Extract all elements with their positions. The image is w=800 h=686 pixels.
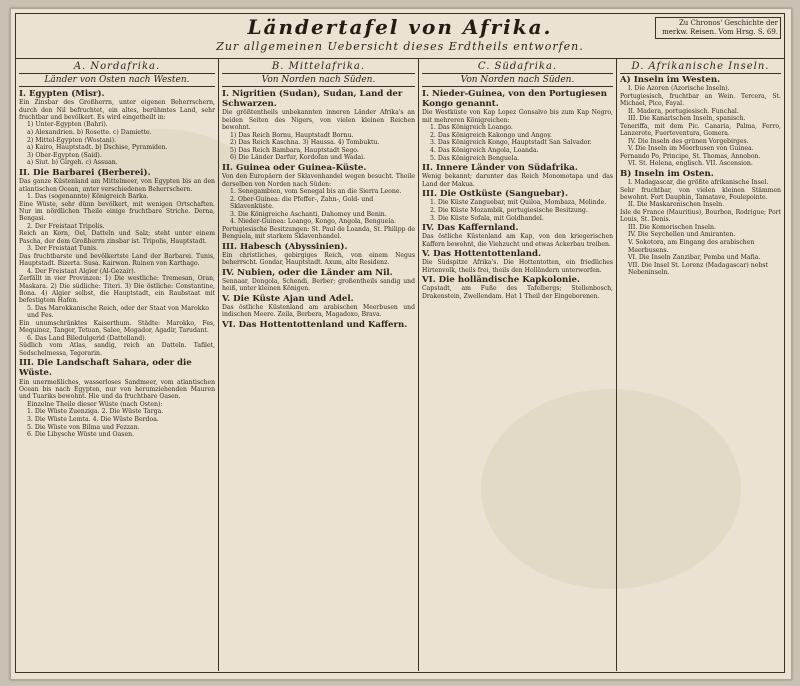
page-header xyxy=(16,14,784,59)
page-title: Ländertafel von Afrika. xyxy=(247,15,553,39)
column-subheading: Von Norden nach Süden. xyxy=(222,74,415,87)
list-item: VI. St. Helena, englisch. VII. Ascension. xyxy=(628,160,753,168)
list-item: 1. Senegambien, vom Senegal bis an die Sierra Leone. xyxy=(230,188,402,196)
column-islands xyxy=(617,59,784,671)
paragraph: Portugiesische Besitzungen: St. Paul de Loanda, St. Philipp de Benguela, mit starkem Sklavenhandel. xyxy=(222,225,415,241)
list-item: VI. Die Inseln Zanzibar, Pemba und Mafia. xyxy=(628,254,761,262)
section-heading: II. Innere Länder von Südafrika. xyxy=(422,163,578,174)
paragraph: Das östliche Küstenland am Kap, von den kriegerischen Kaffern bewohnt, die Viehzucht und etwas Ackerbau treiben. xyxy=(422,233,613,248)
list-item: I. Madagascar, die größte afrikanische Insel. xyxy=(628,179,769,186)
section-heading: IV. Nubien, oder die Länder am Nil. xyxy=(222,267,393,278)
list-item: 3. Die Königreiche Aschanti, Dahomey und Benin. xyxy=(230,210,387,218)
list-item: 5. Die Wüste von Bilma und Fezzan. xyxy=(27,423,140,431)
list-item: 2) Mittel-Egypten (Wostani). xyxy=(27,136,117,144)
column-heading: D. Afrikanische Inseln. xyxy=(620,59,781,74)
paragraph: Südlich vom Atlas, sandig, reich an Datteln. Tafilet, Sedschelmessa, Tegorarin. xyxy=(19,342,215,357)
list-item: V. Sokotora, am Eingang des arabischen Meerbusens. xyxy=(628,239,755,254)
column-body xyxy=(620,75,781,277)
list-item: 3. Das Königreich Kongo, Hauptstadt San Salvador. xyxy=(430,139,592,147)
list-item: IV. Die Seychellen und Amiranten. xyxy=(628,231,736,239)
list-item: 2. Der Freistaat Tripolis. xyxy=(27,222,105,230)
paragraph: Die Südspitze Afrika's. Die Hottentotten, ein friedliches Hirtenvolk, theils frei, theils den Holländern unterworfen. xyxy=(422,259,613,274)
paragraph: Das ganze Küstenland am Mittelmeer, von Egypten bis an den atlantischen Ocean, unter verschiedenen Beherrschern. xyxy=(19,178,215,193)
list-item: 3) Ober-Egypten (Said). xyxy=(27,151,102,159)
paragraph: Sehr fruchtbar, von vielen kleinen Stämmen bewohnt. Fort Dauphin, Tamatave, Foulepointe. xyxy=(620,186,781,201)
paragraph: Reich an Korn, Oel, Datteln und Salz; steht unter einem Pascha, der dem Großherrn zinsbar ist. Tripolis, Hauptstadt. xyxy=(19,230,215,245)
section-heading: V. Das Hottentottenland. xyxy=(422,249,541,260)
list-item: II. Die Maskarenischen Inseln. xyxy=(628,201,725,209)
paragraph: Ein unumschränktes Kaiserthum. Städte: Marokko, Fes, Mequinez, Tanger, Tetuan, Salee, Mogador, Agadir, Tarudant. xyxy=(19,320,215,335)
list-item: III. Die Komorischen Inseln. xyxy=(628,223,716,231)
section-heading: III. Die Landschaft Sahara, oder die Wüste. xyxy=(19,358,192,379)
paragraph: Capstadt, am Fuße des Tafelbergs; Stellenbosch, Drakenstein, Zwellendam. Hat 1 Theil der Eingeborenen. xyxy=(422,285,613,300)
list-item: 6. Das Land Biledulgerid (Dattelland). xyxy=(27,334,147,342)
paragraph: Das östliche Küstenland am arabischen Meerbusen und indischen Meere. Zeila, Berbera, Magadoxo, Brava. xyxy=(222,304,415,319)
section-heading: II. Die Barbarei (Berberei). xyxy=(19,167,151,178)
section-heading: B) Inseln im Osten. xyxy=(620,168,714,179)
list-item: IV. Die Inseln des grünen Vorgebirges. xyxy=(628,137,749,145)
list-item: a) Alexandrien. b) Rosette. c) Damiette. xyxy=(27,129,152,137)
list-item: 3. Die Küste Sofala, mit Goldhandel. xyxy=(430,214,544,222)
section-heading: IV. Das Kaffernland. xyxy=(422,223,519,234)
paragraph: Fernando Po, Principe, St. Thomas, Annobon. xyxy=(620,152,761,160)
list-item: 1) Unter-Egypten (Bahri). xyxy=(27,121,108,129)
list-item: 5) Das Reich Bambara, Hauptstadt Sego. xyxy=(230,146,359,154)
list-item: 1) Das Reich Bornu, Hauptstadt Bornu. xyxy=(230,131,354,139)
column-heading: B. Mittelafrika. xyxy=(222,59,415,74)
column-subheading: Länder von Osten nach Westen. xyxy=(19,74,215,87)
list-item: 3. Der Freistaat Tunis. xyxy=(27,245,99,253)
list-item: V. Die Inseln im Meerbusen von Guinea. xyxy=(628,145,754,153)
list-item: a) Siut. b) Girgeh. c) Assuan. xyxy=(27,159,118,167)
paragraph: Portugiesisch, fruchtbar an Wein. Tercera, St. Michael, Pico, Fayal. xyxy=(620,92,781,108)
list-item: 5. Das Marokkanische Reich, oder der Staat von Marokko und Fes. xyxy=(27,304,209,320)
paragraph: Das fruchtbarste und bevölkertste Land der Barbarei. Tunis, Hauptstadt. Bizerta. Susa. Kairwan. Ruinen von Karthago. xyxy=(19,252,215,268)
paragraph: Die größtentheils unbekannten inneren Länder Afrika's an beiden Seiten des Nigers, von vielen kleinen Reichen bewohnt. xyxy=(222,109,415,132)
page-subtitle: Zur allgemeinen Uebersicht dieses Erdtheils entworfen. xyxy=(216,40,584,53)
paragraph: Ein Zinsbar des Großherrn, unter eigenen Beherrschern, durch den Nil befruchtet, ein altes, berühmtes Land, sehr fruchtbar und bevölkert. Es wird eingetheilt in: xyxy=(19,99,215,122)
section-heading: I. Nieder-Guinea, von den Portugiesen Kongo genannt. xyxy=(422,89,607,110)
list-item: I. Die Azoren (Azorische Inseln). xyxy=(628,85,730,93)
list-item: VII. Die Insel St. Lorenz (Madagascar) nebst Nebeninseln. xyxy=(628,261,769,277)
paragraph: Sennaar, Dongola, Schendi, Berber; großentheils sandig und heiß, unter kleinen Königen. xyxy=(222,278,415,293)
column-body xyxy=(222,89,415,330)
paragraph: Isle de France (Mauritius), Bourbon, Rodrigue; Port Louis, St. Denis. xyxy=(620,209,781,224)
list-item: 4. Der Freistaat Algier (Al-Gezair). xyxy=(27,267,136,275)
list-item: 1. Die Wüste Zuenziga. 2. Die Wüste Targa. xyxy=(27,408,164,416)
paragraph: Von den Europäern der Sklavenhandel wegen besucht. Theile derselben von Norden nach Süden: xyxy=(222,173,415,188)
list-item: a) Kairo, Hauptstadt. b) Dschise, Pyramiden. xyxy=(27,144,168,152)
list-item: 5. Das Königreich Benguela. xyxy=(430,154,520,162)
column-central-africa xyxy=(219,59,419,671)
paragraph: Die Westküste von Kap Lopez Gonsalvo bis zum Kap Negro, mit mehreren Königreichen: xyxy=(422,109,613,124)
section-heading: A) Inseln im Westen. xyxy=(620,75,721,85)
list-item: Einzelne Theile dieser Wüste (nach Osten): xyxy=(27,400,163,408)
list-item: 1. Das Königreich Loango. xyxy=(430,124,513,132)
list-item: 4. Nieder-Guinea: Loango, Kongo, Angola, Benguela. xyxy=(230,218,396,226)
list-item: 4. Das Königreich Angola, Loanda. xyxy=(430,147,539,154)
section-heading: I. Egypten (Misr). xyxy=(19,89,105,99)
list-item: 1. Das (sogenannte) Königreich Barka. xyxy=(27,193,149,200)
document-sheet xyxy=(10,8,792,680)
paragraph: Wenig bekannt; darunter das Reich Monomotapa und das Land der Makua. xyxy=(422,173,613,188)
section-heading: V. Die Küste Ajan und Adel. xyxy=(222,293,354,304)
column-subheading: Von Norden nach Süden. xyxy=(422,74,613,87)
paragraph: Teneriffa, mit dem Pic. Canaria, Palma, Ferro, Lanzerote, Fuerteventura, Gomera. xyxy=(620,122,781,138)
paragraph: Ein unermeßliches, wasserloses Sandmeer, vom atlantischen Ocean bis nach Egypten, nur von herumziehenden Mauren und Tuariks bewohnt. Hie und da fruchtbare Oasen. xyxy=(19,378,215,401)
paragraph: Ein christliches, gebirgiges Reich, von einem Negus beherrscht. Gondar, Hauptstadt. Axum, alte Residenz. xyxy=(222,252,415,267)
list-item: 6. Die Libysche Wüste und Oasen. xyxy=(27,431,135,439)
section-heading: I. Nigritien (Sudan), Sudan, Land der Schwarzen. xyxy=(222,89,403,110)
section-heading: VI. Das Hottentottenland und Kaffern. xyxy=(222,319,408,330)
column-heading: C. Südafrika. xyxy=(422,59,613,74)
column-south-africa xyxy=(419,59,617,671)
section-heading: VI. Die holländische Kapkolonie. xyxy=(422,275,580,286)
reference-note: Zu Chronos' Geschichte der merkw. Reisen. Vom Hrsg. S. 69. xyxy=(655,17,781,39)
section-heading: II. Guinea oder Guinea-Küste. xyxy=(222,163,367,173)
list-item: 2. Das Königreich Kakongo und Angoy. xyxy=(430,131,552,139)
paragraph: Zerfällt in vier Provinzen: 1) Die westliche: Tremesan, Oran, Maskara. 2) Die südliche: Titeri. 3) Die östliche: Constantine, Bona. 4) Algier selbst, die Hauptstadt, ein Raubstaat mit befestigtem Hafen. xyxy=(19,275,215,305)
column-body xyxy=(422,89,613,300)
list-item: 3. Die Wüste Lemta. 4. Die Wüste Berdoa. xyxy=(27,416,159,424)
list-item: 6) Die Länder Darfur, Kordofan und Wadai. xyxy=(230,154,366,162)
list-item: 2. Ober-Guinea: die Pfeffer-, Zahn-, Gold- und Sklavenküste. xyxy=(230,195,374,211)
column-heading: A. Nordafrika. xyxy=(19,59,215,74)
list-item: III. Die Kanarischen Inseln, spanisch. xyxy=(628,115,746,123)
list-item: 2. Die Küste Mozambik, portugiesische Besitzung. xyxy=(430,207,588,214)
column-body xyxy=(19,89,215,439)
list-item: 2) Das Reich Kaschna. 3) Haussa. 4) Tombuktu. xyxy=(230,139,380,147)
list-item: II. Madera, portugiesisch. Funchal. xyxy=(628,107,739,115)
section-heading: III. Die Ostküste (Sanguebar). xyxy=(422,189,568,200)
paragraph: Eine Wüste, sehr dünn bevölkert, mit wenigen Ortschaften. Nur im nördlichen Theile einige fruchtbare Striche. Derna, Bengasi. xyxy=(19,200,215,223)
column-north-africa xyxy=(16,59,219,671)
section-heading: III. Habesch (Abyssinien). xyxy=(222,241,348,252)
list-item: 1. Die Küste Zanguebar, mit Quiloa, Mombaza, Melinde. xyxy=(430,199,607,207)
